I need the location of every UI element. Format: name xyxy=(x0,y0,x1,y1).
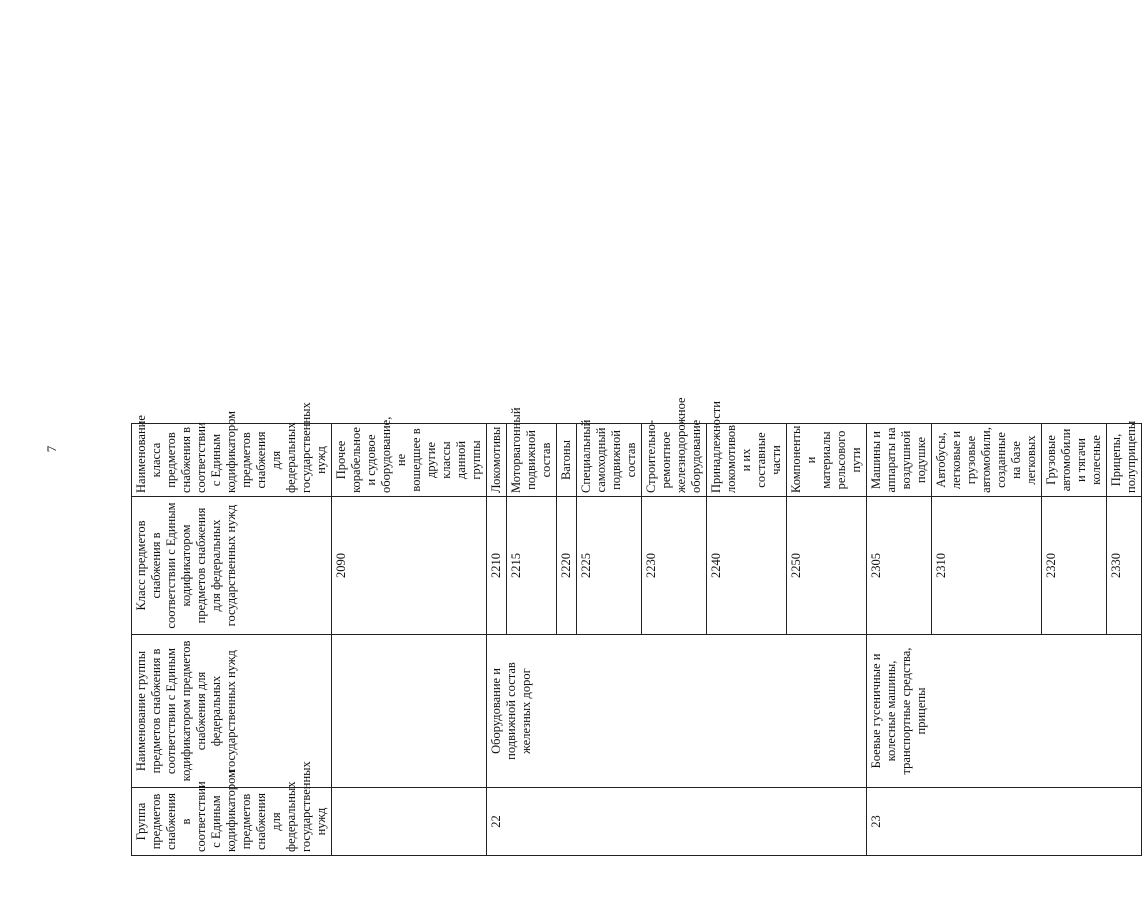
class-code-cell: 2310 xyxy=(931,496,1041,634)
class-code-cell: 2230 xyxy=(641,496,706,634)
class-name-cell: Грузовые автомобили и тягачи колесные xyxy=(1041,423,1106,496)
classification-table xyxy=(131,75,1142,856)
class-code-cell: 2320 xyxy=(1041,496,1106,634)
group-name-cell: Боевые гусеничные и колесные машины, транспортные средства, прицепы xyxy=(866,634,1141,787)
class-code-cell: 2330 xyxy=(1106,496,1141,634)
class-code-cell: 2090 xyxy=(331,496,486,634)
class-code-cell: 2225 xyxy=(576,496,641,634)
group-code-cell: 22 xyxy=(486,787,866,855)
class-code-cell: 2240 xyxy=(706,496,786,634)
class-name-cell: Автобусы, легковые и грузовые автомобили, созданные на базе легковых xyxy=(931,423,1041,496)
class-code-cell: 2210 xyxy=(486,496,506,634)
header-group-code: Группа предметов снабжения в соответствии с Единым кодификатором предметов снабжения для федеральных государственных нужд xyxy=(131,787,331,855)
table-header-row xyxy=(131,75,331,855)
class-name-cell: Прицепы, полуприцепы xyxy=(1106,423,1141,496)
class-code-cell: 2305 xyxy=(866,496,931,634)
class-name-cell: Вагоны xyxy=(556,423,576,496)
class-name-cell: Локомотивы xyxy=(486,423,506,496)
header-group-name: Наименование группы предметов снабжения в соответствии с Единым кодификатором предметов снабжения для федеральных государственных нужд xyxy=(131,634,331,787)
class-name-cell: Машины и аппараты на воздушной подушке xyxy=(866,423,931,496)
class-name-cell: Прочее корабельное и судовое оборудование, не вошедшее в другие классы данной группы xyxy=(331,423,486,496)
group-code-cell xyxy=(331,787,486,855)
class-code-cell: 2215 xyxy=(506,496,556,634)
page-number: 7 xyxy=(44,445,59,453)
class-name-cell: Строительно-ремонтное железнодорожное оборудование xyxy=(641,423,706,496)
class-code-cell: 2220 xyxy=(556,496,576,634)
class-name-cell: Моторвагонный подвижной состав xyxy=(506,423,556,496)
class-name-cell: Компоненты и материалы рельсового пути xyxy=(786,423,866,496)
group-name-cell: Оборудование и подвижной состав железных дорог xyxy=(486,634,866,787)
classification-table-sheet xyxy=(131,75,1138,856)
table-row xyxy=(486,75,506,855)
table-row xyxy=(331,75,486,855)
table-row xyxy=(866,75,931,855)
header-class-name: Наименование класса предметов снабжения в соответствии с Единым кодификатором предметов снабжения для федеральных государственных нужд xyxy=(131,423,331,496)
group-code-cell: 23 xyxy=(866,787,1141,855)
group-name-cell xyxy=(331,634,486,787)
class-name-cell: Специальный самоходный подвижной состав xyxy=(576,423,641,496)
class-code-cell: 2250 xyxy=(786,496,866,634)
class-name-cell: Принадлежности локомотивов и их составные части xyxy=(706,423,786,496)
header-class-code: Класс предметов снабжения в соответствии с Единым кодификатором предметов снабжения для федеральных государственных нужд xyxy=(131,496,331,634)
